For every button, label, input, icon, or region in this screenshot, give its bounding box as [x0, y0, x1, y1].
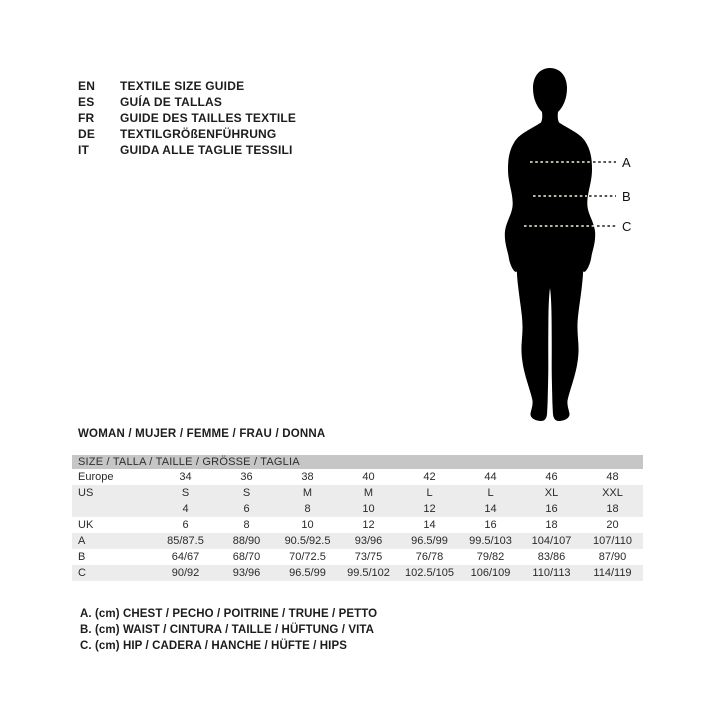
table-cell: 16: [545, 503, 558, 515]
table-cell: 93/96: [354, 535, 383, 547]
table-cell: 110/113: [532, 567, 571, 579]
table-cell: 102.5/105: [405, 567, 454, 579]
table-cell: 90.5/92.5: [284, 535, 331, 547]
size-table-header: SIZE / TALLA / TAILLE / GRÖSSE / TAGLIA: [72, 455, 643, 469]
lang-row-fr: [78, 110, 296, 126]
table-cell: 42: [423, 471, 436, 483]
table-cell: 6: [182, 519, 189, 531]
table-cell: 36: [240, 471, 253, 483]
table-cell: 16: [484, 519, 497, 531]
table-cell: 34: [179, 471, 192, 483]
lang-label: TEXTILGRÖßENFÜHRUNG: [120, 127, 277, 141]
table-cell: 64/67: [171, 551, 200, 563]
row-label: US: [78, 487, 94, 499]
table-cell: L: [426, 487, 433, 499]
table-cell: 44: [484, 471, 497, 483]
table-cell: 114/119: [593, 567, 632, 579]
size-figure: [480, 55, 650, 430]
table-cell: 12: [423, 503, 436, 515]
table-cell: S: [181, 487, 190, 499]
lang-code: EN: [78, 79, 96, 93]
woman-silhouette: [505, 68, 595, 421]
table-cell: 87/90: [598, 551, 627, 563]
lang-row-en: [78, 78, 296, 94]
table-cell: 46: [545, 471, 558, 483]
measurement-label-c: C: [622, 219, 632, 234]
table-row-hip: [72, 565, 643, 581]
table-cell: 107/110: [593, 535, 632, 547]
row-label: [72, 501, 155, 517]
table-cell: 12: [362, 519, 375, 531]
table-cell: 85/87.5: [167, 535, 204, 547]
row-label: A: [78, 535, 86, 547]
table-row-uk: [72, 517, 643, 533]
table-cell: 40: [362, 471, 375, 483]
table-cell: XXL: [602, 487, 623, 499]
row-label: B: [78, 551, 86, 563]
lang-label: TEXTILE SIZE GUIDE: [120, 79, 245, 93]
lang-code: ES: [78, 95, 95, 109]
table-cell: 106/109: [470, 567, 511, 579]
lang-label: GUÍA DE TALLAS: [120, 95, 223, 109]
row-label: Europe: [78, 471, 114, 483]
table-cell: 104/107: [531, 535, 572, 547]
measurement-label-b: B: [622, 189, 631, 204]
table-cell: 14: [484, 503, 497, 515]
table-cell: 8: [304, 503, 311, 515]
woman-figure-svg: [480, 55, 650, 430]
table-cell: 99.5/102: [347, 567, 390, 579]
table-row-europe: [72, 469, 643, 485]
legend-waist: B. (cm) WAIST / CINTURA / TAILLE / HÜFTUNG / VITA: [80, 624, 375, 636]
table-cell: 99.5/103: [469, 535, 512, 547]
table-cell: 79/82: [476, 551, 505, 563]
table-cell: 4: [182, 503, 189, 515]
table-row-waist: [72, 549, 643, 565]
measurement-label-a: A: [622, 155, 631, 170]
table-cell: 20: [606, 519, 619, 531]
legend-hip: C. (cm) HIP / CADERA / HANCHE / HÜFTE / HIPS: [80, 640, 348, 652]
table-cell: 96.5/99: [289, 567, 326, 579]
table-cell: 83/86: [537, 551, 566, 563]
table-cell: 18: [545, 519, 558, 531]
table-cell: XL: [544, 487, 559, 499]
lang-row-it: [78, 142, 296, 158]
language-title-list: [78, 78, 296, 158]
table-cell: 10: [301, 519, 314, 531]
table-cell: 10: [362, 503, 375, 515]
table-cell: 8: [243, 519, 250, 531]
table-row-us-numbers: [72, 501, 643, 517]
table-cell: 14: [423, 519, 436, 531]
table-cell: 38: [301, 471, 314, 483]
lang-code: DE: [78, 127, 96, 141]
legend-chest: A. (cm) CHEST / PECHO / POITRINE / TRUHE / PETTO: [80, 608, 378, 620]
table-cell: 68/70: [232, 551, 261, 563]
size-table: [72, 455, 643, 581]
row-label: UK: [78, 519, 94, 531]
lang-row-es: [78, 94, 296, 110]
table-cell: 88/90: [232, 535, 261, 547]
table-cell: 76/78: [415, 551, 444, 563]
table-cell: 73/75: [354, 551, 383, 563]
table-cell: 90/92: [171, 567, 200, 579]
lang-label: GUIDA ALLE TAGLIE TESSILI: [120, 143, 293, 157]
lang-label: GUIDE DES TAILLES TEXTILE: [120, 111, 297, 125]
table-cell: 6: [243, 503, 250, 515]
table-cell: L: [487, 487, 494, 499]
table-cell: S: [242, 487, 251, 499]
table-cell: 70/72.5: [289, 551, 326, 563]
table-cell: 93/96: [232, 567, 261, 579]
table-cell: 96.5/99: [411, 535, 448, 547]
table-row-chest: [72, 533, 643, 549]
row-label: C: [78, 567, 86, 579]
lang-code: IT: [78, 143, 90, 157]
lang-row-de: [78, 126, 296, 142]
category-label: WOMAN / MUJER / FEMME / FRAU / DONNA: [78, 428, 326, 440]
table-row-us-letters: [72, 485, 643, 501]
table-cell: 48: [606, 471, 619, 483]
table-cell: 18: [606, 503, 619, 515]
table-cell: M: [302, 487, 313, 499]
measurement-legend: [80, 606, 377, 654]
lang-code: FR: [78, 111, 95, 125]
table-cell: M: [363, 487, 374, 499]
